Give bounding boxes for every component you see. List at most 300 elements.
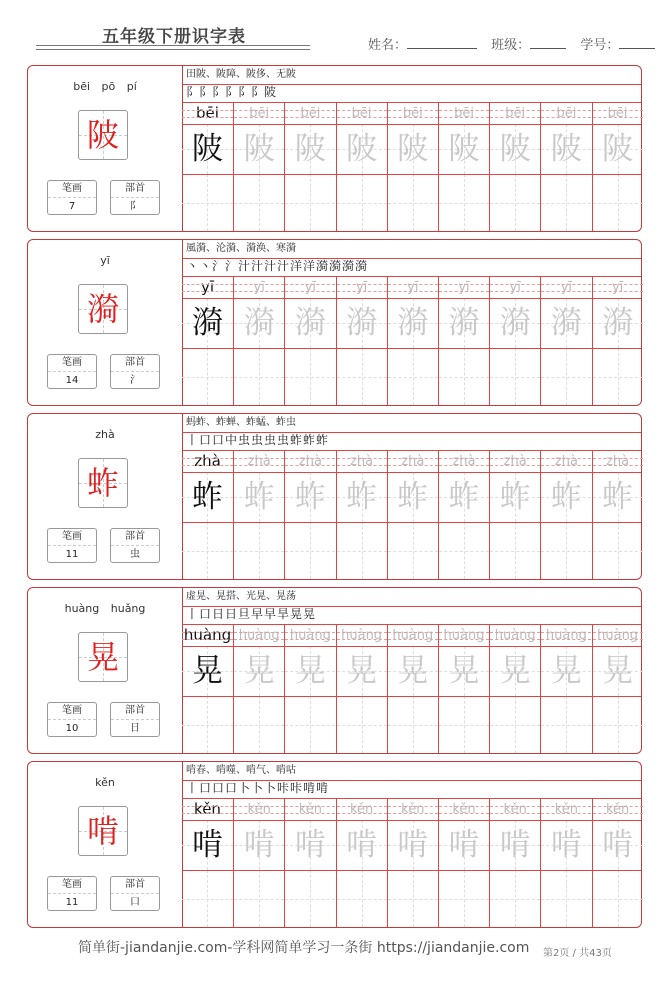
stroke-order: 阝阝阝阝阝阝陂: [186, 85, 278, 99]
student-id-blank[interactable]: [619, 38, 655, 49]
trace-character: 蚱: [448, 479, 480, 515]
writing-cell[interactable]: [233, 870, 284, 927]
trace-character: 晃: [294, 653, 326, 689]
stroke-order: 丨口口中虫虫虫虫蚱蚱蚱: [186, 433, 330, 447]
trace-cell[interactable]: [438, 298, 489, 348]
radical-box: [110, 180, 160, 215]
trace-cell[interactable]: [284, 124, 335, 174]
trace-cell[interactable]: [592, 646, 643, 696]
radical-box: [110, 876, 160, 911]
trace-character: 漪: [602, 305, 634, 341]
trace-cell[interactable]: [284, 646, 335, 696]
trace-cell[interactable]: [336, 646, 387, 696]
trace-cell[interactable]: [182, 298, 233, 348]
trace-cell[interactable]: [182, 472, 233, 522]
practice-area: [182, 588, 641, 753]
writing-cell[interactable]: [540, 174, 591, 231]
pinyin-text: zhà: [247, 454, 271, 469]
character-card: [27, 587, 642, 754]
trace-character: 晃: [550, 653, 582, 689]
main-character: 陂: [86, 116, 119, 154]
pinyin-cell: [233, 103, 284, 124]
trace-cell[interactable]: [438, 646, 489, 696]
trace-character: 漪: [294, 305, 326, 341]
pinyin-cell: [336, 277, 387, 298]
character-pinyin: yī: [100, 254, 110, 267]
pinyin-cell: [387, 277, 438, 298]
pinyin-text: kěn: [401, 802, 425, 817]
pinyin-cell: [336, 103, 387, 124]
practice-grid: [182, 103, 641, 231]
pinyin-text: huàng: [289, 628, 331, 643]
pinyin-cell: [284, 277, 335, 298]
writing-cell[interactable]: [438, 870, 489, 927]
pinyin-cell: [182, 103, 233, 124]
trace-character: 啃: [550, 827, 582, 863]
stroke-count-box: [47, 354, 97, 389]
writing-cell[interactable]: [592, 174, 643, 231]
name-blank[interactable]: [407, 38, 477, 49]
main-character: 蚱: [86, 464, 119, 502]
page-number: 第2页 / 共43页: [543, 948, 612, 959]
pinyin-cell: [182, 625, 233, 646]
trace-character: 陂: [397, 131, 429, 167]
trace-character: 蚱: [499, 479, 531, 515]
trace-character: 陂: [550, 131, 582, 167]
character-pinyin: bēi pō pí: [73, 80, 137, 93]
pinyin-text: yī: [509, 280, 521, 295]
title-underline-2: [36, 49, 310, 50]
writing-cell[interactable]: [336, 522, 387, 579]
writing-cell[interactable]: [540, 522, 591, 579]
trace-cell[interactable]: [387, 298, 438, 348]
trace-cell[interactable]: [489, 298, 540, 348]
writing-cell[interactable]: [387, 174, 438, 231]
writing-cell[interactable]: [489, 348, 540, 405]
trace-cell[interactable]: [592, 298, 643, 348]
pinyin-text: yī: [407, 280, 419, 295]
writing-cell[interactable]: [182, 522, 233, 579]
character-summary: [28, 762, 183, 927]
radical-value: 虫: [130, 549, 140, 560]
trace-character: 蚱: [294, 479, 326, 515]
trace-character: 啃: [448, 827, 480, 863]
trace-cell[interactable]: [336, 124, 387, 174]
pinyin-cell: [438, 277, 489, 298]
writing-cell[interactable]: [233, 696, 284, 753]
character-summary: [28, 588, 183, 753]
trace-character: 漪: [397, 305, 429, 341]
class-blank[interactable]: [530, 38, 566, 49]
practice-area: [182, 240, 641, 405]
pinyin-text: bēi: [402, 106, 423, 121]
trace-character: 啃: [192, 827, 223, 863]
trace-cell[interactable]: [592, 820, 643, 870]
pinyin-cell: [592, 103, 643, 124]
pinyin-text: huàng: [341, 628, 383, 643]
trace-cell[interactable]: [182, 124, 233, 174]
writing-cell[interactable]: [438, 348, 489, 405]
radical-value: 氵: [130, 375, 140, 386]
trace-cell[interactable]: [540, 820, 591, 870]
practice-grid: [182, 451, 641, 579]
pinyin-text: huàng: [443, 628, 485, 643]
practice-area: [182, 66, 641, 231]
writing-cell[interactable]: [336, 870, 387, 927]
pinyin-text: bēi: [300, 106, 321, 121]
pinyin-cell: [336, 799, 387, 820]
pinyin-text: kěn: [194, 800, 221, 818]
radical-label: 部首: [111, 877, 159, 894]
writing-cell[interactable]: [489, 522, 540, 579]
writing-cell[interactable]: [489, 870, 540, 927]
writing-cell[interactable]: [540, 870, 591, 927]
stroke-count-box: [47, 876, 97, 911]
practice-area: [182, 762, 641, 927]
writing-cell[interactable]: [182, 348, 233, 405]
pinyin-text: yī: [611, 280, 624, 295]
pinyin-text: yī: [304, 280, 317, 295]
pinyin-text: yī: [458, 280, 470, 295]
pinyin-cell: [284, 799, 335, 820]
trace-cell[interactable]: [540, 472, 591, 522]
pinyin-cell: [233, 277, 284, 298]
stroke-count-box: [47, 180, 97, 215]
trace-cell[interactable]: [438, 124, 489, 174]
stroke-count-label: 笔画: [48, 529, 96, 546]
pinyin-text: yī: [200, 278, 215, 296]
pinyin-text: yī: [560, 280, 573, 295]
main-character: 漪: [86, 290, 119, 328]
pinyin-cell: [489, 625, 540, 646]
pinyin-text: zhà: [350, 454, 374, 469]
character-pinyin: huàng huǎng: [64, 602, 146, 615]
trace-character: 漪: [192, 305, 223, 341]
character-box: [78, 458, 128, 508]
trace-character: 啃: [499, 827, 531, 863]
pinyin-cell: [182, 799, 233, 820]
trace-character: 漪: [550, 305, 582, 341]
trace-character: 蚱: [602, 479, 634, 515]
writing-cell[interactable]: [438, 174, 489, 231]
trace-character: 晃: [602, 653, 634, 689]
trace-character: 啃: [346, 827, 378, 863]
writing-cell[interactable]: [387, 348, 438, 405]
writing-cell[interactable]: [387, 522, 438, 579]
pinyin-text: huàng: [597, 628, 639, 643]
trace-cell[interactable]: [438, 820, 489, 870]
pinyin-cell: [233, 451, 284, 472]
stroke-count-value: 7: [68, 201, 76, 212]
pinyin-text: zhà: [503, 454, 527, 469]
page-title: 五年级下册识字表: [102, 27, 246, 47]
pinyin-cell: [336, 625, 387, 646]
writing-cell[interactable]: [233, 174, 284, 231]
footer-text: 简单街-jiandanjie.com-学科网简单学习一条街 https://jiandanjie.com: [78, 940, 530, 956]
stroke-count-value: 11: [65, 897, 79, 908]
trace-cell[interactable]: [284, 820, 335, 870]
pinyin-cell: [182, 451, 233, 472]
trace-cell[interactable]: [387, 820, 438, 870]
pinyin-cell: [387, 625, 438, 646]
writing-cell[interactable]: [336, 348, 387, 405]
main-character: 晃: [86, 638, 119, 676]
pinyin-cell: [284, 625, 335, 646]
pinyin-cell: [489, 103, 540, 124]
pinyin-text: bēi: [556, 106, 577, 121]
trace-cell[interactable]: [489, 820, 540, 870]
example-words: 虚晃、晃搭、光晃、晃荡: [186, 591, 296, 602]
character-pinyin: kěn: [95, 776, 115, 789]
trace-cell[interactable]: [540, 298, 591, 348]
stroke-count-value: 11: [65, 549, 79, 560]
pinyin-text: kěn: [554, 802, 579, 817]
trace-cell[interactable]: [182, 820, 233, 870]
trace-character: 晃: [243, 653, 275, 689]
trace-character: 啃: [397, 827, 429, 863]
stroke-count-value: 14: [65, 375, 79, 386]
character-card: [27, 239, 642, 406]
pinyin-text: zhà: [194, 452, 221, 470]
trace-character: 陂: [346, 131, 378, 167]
writing-cell[interactable]: [438, 522, 489, 579]
trace-cell[interactable]: [233, 646, 284, 696]
trace-cell[interactable]: [233, 124, 284, 174]
trace-cell[interactable]: [489, 646, 540, 696]
pinyin-text: yī: [253, 280, 265, 295]
trace-character: 漪: [499, 305, 531, 341]
character-card: [27, 65, 642, 232]
writing-cell[interactable]: [182, 870, 233, 927]
writing-cell[interactable]: [489, 174, 540, 231]
trace-character: 晃: [346, 653, 378, 689]
writing-cell[interactable]: [387, 870, 438, 927]
trace-cell[interactable]: [438, 472, 489, 522]
student-info-fields: [368, 34, 655, 53]
writing-cell[interactable]: [336, 696, 387, 753]
writing-cell[interactable]: [233, 348, 284, 405]
stroke-count-label: 笔画: [48, 877, 96, 894]
writing-cell[interactable]: [182, 696, 233, 753]
radical-label: 部首: [111, 181, 159, 198]
writing-cell[interactable]: [592, 870, 643, 927]
trace-cell[interactable]: [592, 124, 643, 174]
trace-cell[interactable]: [540, 124, 591, 174]
writing-cell[interactable]: [182, 174, 233, 231]
stroke-count-label: 笔画: [48, 181, 96, 198]
radical-value: 日: [130, 723, 140, 734]
trace-character: 陂: [448, 131, 480, 167]
pinyin-cell: [438, 103, 489, 124]
trace-cell[interactable]: [336, 472, 387, 522]
pinyin-cell: [387, 103, 438, 124]
pinyin-cell: [592, 277, 643, 298]
pinyin-cell: [489, 451, 540, 472]
character-box: [78, 284, 128, 334]
pinyin-text: huàng: [545, 628, 587, 643]
trace-cell[interactable]: [284, 472, 335, 522]
character-summary: [28, 66, 183, 231]
writing-cell[interactable]: [284, 348, 335, 405]
radical-value: 阝: [130, 201, 140, 212]
practice-grid: [182, 277, 641, 405]
writing-cell[interactable]: [284, 696, 335, 753]
class-label: 班级：: [491, 38, 531, 53]
writing-cell[interactable]: [284, 870, 335, 927]
pinyin-text: zhà: [401, 454, 425, 469]
radical-label: 部首: [111, 529, 159, 546]
trace-cell[interactable]: [336, 298, 387, 348]
example-words: 啃春、啃噬、啃气、啃咕: [186, 765, 296, 776]
pinyin-text: huàng: [392, 628, 434, 643]
example-words: 風漪、沦漪、漪涣、寒漪: [186, 243, 296, 254]
trace-character: 陂: [192, 131, 223, 167]
pinyin-cell: [233, 799, 284, 820]
pinyin-cell: [387, 799, 438, 820]
practice-grid: [182, 625, 641, 753]
pinyin-text: zhà: [554, 454, 578, 469]
pinyin-text: zhà: [606, 454, 630, 469]
character-summary: [28, 414, 183, 579]
stroke-order: 丨口口口卜卜卜咔咔啃啃: [186, 781, 330, 795]
pinyin-text: kěn: [298, 802, 323, 817]
pinyin-cell: [540, 799, 591, 820]
pinyin-text: huàng: [238, 628, 280, 643]
trace-cell[interactable]: [387, 472, 438, 522]
pinyin-cell: [438, 625, 489, 646]
trace-character: 漪: [448, 305, 480, 341]
writing-cell[interactable]: [540, 696, 591, 753]
pinyin-cell: [592, 799, 643, 820]
radical-label: 部首: [111, 703, 159, 720]
pinyin-text: bēi: [249, 106, 270, 121]
pinyin-cell: [438, 451, 489, 472]
main-character: 啃: [86, 812, 119, 850]
trace-character: 陂: [294, 131, 326, 167]
trace-character: 蚱: [243, 479, 275, 515]
pinyin-cell: [284, 451, 335, 472]
character-card: [27, 413, 642, 580]
pinyin-cell: [592, 625, 643, 646]
pinyin-text: bēi: [505, 106, 526, 121]
trace-cell[interactable]: [540, 646, 591, 696]
trace-cell[interactable]: [182, 646, 233, 696]
character-pinyin: zhà: [95, 428, 115, 441]
pinyin-text: yī: [355, 280, 368, 295]
trace-character: 陂: [602, 131, 634, 167]
trace-character: 晃: [499, 653, 531, 689]
writing-cell[interactable]: [592, 522, 643, 579]
pinyin-text: huàng: [183, 626, 232, 644]
title-underline: [36, 45, 310, 46]
stroke-count-box: [47, 528, 97, 563]
pinyin-cell: [336, 451, 387, 472]
pinyin-text: bēi: [351, 106, 372, 121]
pinyin-text: zhà: [298, 454, 322, 469]
practice-area: [182, 414, 641, 579]
writing-cell[interactable]: [284, 522, 335, 579]
writing-cell[interactable]: [387, 696, 438, 753]
pinyin-cell: [540, 625, 591, 646]
stroke-order: 丨口日日旦早早旱晃晃: [186, 607, 317, 621]
pinyin-cell: [489, 277, 540, 298]
writing-cell[interactable]: [284, 174, 335, 231]
pinyin-text: kěn: [349, 802, 374, 817]
pinyin-text: bēi: [454, 106, 474, 121]
writing-cell[interactable]: [592, 696, 643, 753]
pinyin-cell: [284, 103, 335, 124]
practice-grid: [182, 799, 641, 927]
trace-cell[interactable]: [592, 472, 643, 522]
trace-cell[interactable]: [233, 820, 284, 870]
trace-character: 晃: [397, 653, 429, 689]
trace-character: 蚱: [550, 479, 582, 515]
trace-cell[interactable]: [233, 298, 284, 348]
trace-character: 陂: [499, 131, 531, 167]
trace-character: 漪: [243, 305, 275, 341]
radical-box: [110, 702, 160, 737]
pinyin-cell: [233, 625, 284, 646]
trace-cell[interactable]: [387, 124, 438, 174]
pinyin-text: kěn: [503, 802, 527, 817]
trace-character: 晃: [192, 653, 223, 689]
trace-cell[interactable]: [489, 124, 540, 174]
trace-character: 蚱: [192, 479, 223, 515]
stroke-count-label: 笔画: [48, 355, 96, 372]
pinyin-text: kěn: [605, 802, 630, 817]
example-words: 蚂蚱、蚱蝉、蚱蜢、蚱虫: [186, 417, 296, 428]
writing-cell[interactable]: [233, 522, 284, 579]
trace-cell[interactable]: [233, 472, 284, 522]
trace-character: 陂: [243, 131, 275, 167]
writing-cell[interactable]: [438, 696, 489, 753]
trace-character: 漪: [346, 305, 378, 341]
pinyin-cell: [592, 451, 643, 472]
trace-character: 蚱: [397, 479, 429, 515]
trace-cell[interactable]: [336, 820, 387, 870]
character-box: [78, 110, 128, 160]
trace-cell[interactable]: [489, 472, 540, 522]
pinyin-cell: [387, 451, 438, 472]
character-card: [27, 761, 642, 928]
pinyin-cell: [540, 277, 591, 298]
trace-character: 啃: [243, 827, 275, 863]
pinyin-text: huàng: [494, 628, 536, 643]
pinyin-cell: [540, 103, 591, 124]
pinyin-cell: [182, 277, 233, 298]
stroke-count-value: 10: [65, 723, 79, 734]
radical-box: [110, 528, 160, 563]
student-id-label: 学号：: [580, 38, 620, 53]
character-box: [78, 806, 128, 856]
writing-cell[interactable]: [592, 348, 643, 405]
trace-cell[interactable]: [387, 646, 438, 696]
writing-cell[interactable]: [540, 348, 591, 405]
stroke-count-box: [47, 702, 97, 737]
trace-cell[interactable]: [284, 298, 335, 348]
pinyin-text: bēi: [607, 106, 628, 121]
character-box: [78, 632, 128, 682]
trace-character: 啃: [602, 827, 634, 863]
name-label: 姓名：: [368, 38, 408, 53]
example-words: 田陂、陂障、陂侈、无陂: [186, 69, 296, 80]
stroke-count-label: 笔画: [48, 703, 96, 720]
pinyin-text: kěn: [452, 802, 476, 817]
pinyin-text: bēi: [196, 104, 219, 122]
radical-value: 口: [130, 897, 140, 908]
writing-cell[interactable]: [489, 696, 540, 753]
writing-cell[interactable]: [336, 174, 387, 231]
